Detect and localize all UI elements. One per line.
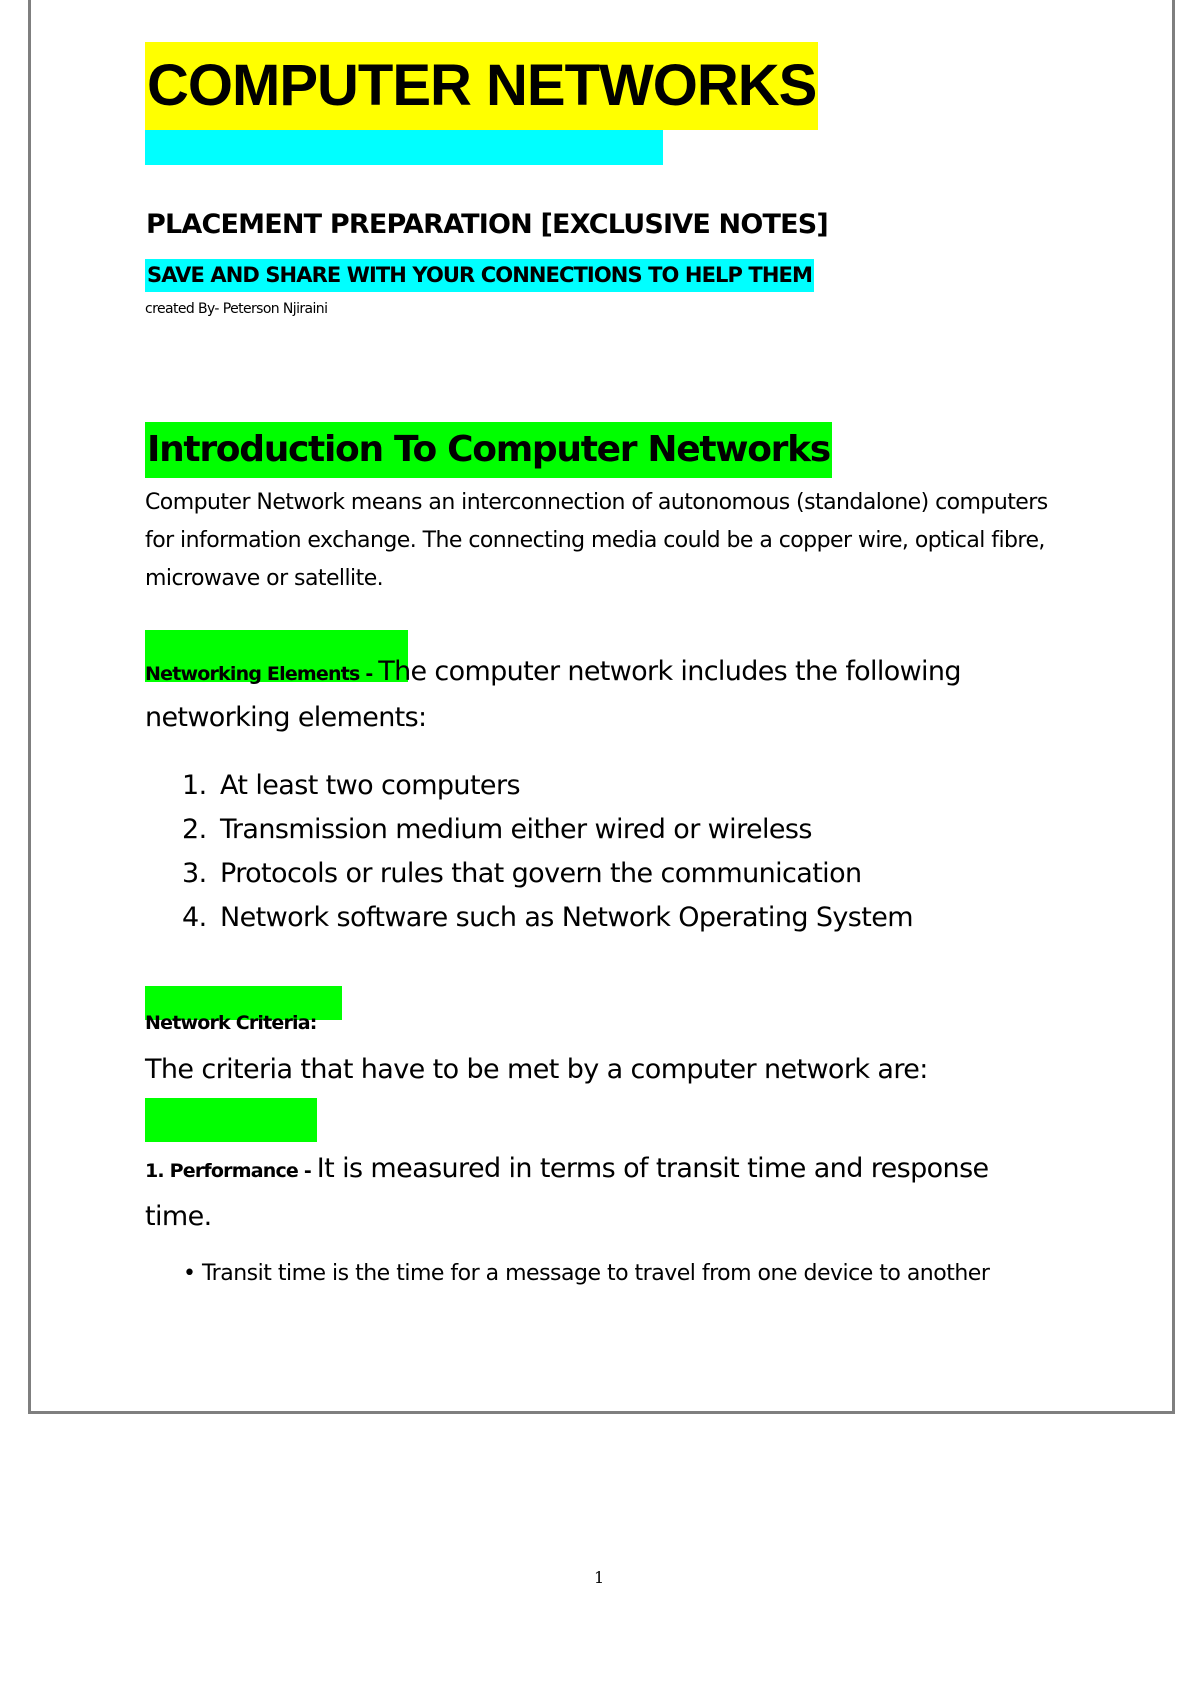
list-item-text: Protocols or rules that govern the communication (220, 858, 862, 889)
performance-paragraph (145, 1146, 1045, 1239)
share-banner: SAVE AND SHARE WITH YOUR CONNECTIONS TO HELP THEM (145, 259, 814, 292)
list-item-text: At least two computers (220, 770, 520, 801)
list-item (182, 764, 913, 808)
document-subtitle: PLACEMENT PREPARATION [EXCLUSIVE NOTES] (146, 209, 828, 240)
list-item-text: Transmission medium either wired or wireless (220, 814, 812, 845)
networking-elements-paragraph (145, 650, 1075, 740)
cyan-highlight-bar (145, 130, 663, 165)
list-number: 1. (182, 770, 207, 801)
intro-paragraph: Computer Network means an interconnection of autonomous (standalone) computers for information exchange. The connecting media could be a copper wire, optical fibre, microwave or satellite. (145, 490, 1048, 591)
performance-label: 1. Performance - (145, 1160, 317, 1182)
list-number: 4. (182, 902, 207, 933)
performance-highlight (145, 1098, 317, 1142)
networking-elements-text: The computer network includes the following networking elements: (145, 656, 961, 733)
network-criteria-text: The criteria that have to be met by a computer network are: (145, 1054, 928, 1085)
network-criteria-label: Network Criteria: (145, 1012, 317, 1034)
networking-elements-label: Networking Elements - (145, 663, 379, 685)
list-item-text: Network software such as Network Operating System (220, 902, 913, 933)
elements-list (182, 764, 913, 940)
transit-time-bullet: • Transit time is the time for a message to travel from one device to another (183, 1261, 990, 1286)
list-number: 2. (182, 814, 207, 845)
performance-text: It is measured in terms of transit time and response time. (145, 1153, 989, 1232)
intro-heading: Introduction To Computer Networks (145, 422, 832, 478)
list-item (182, 852, 913, 896)
list-item (182, 808, 913, 852)
document-title: COMPUTER NETWORKS (145, 42, 818, 130)
author-credit: created By- Peterson Njiraini (145, 301, 328, 317)
list-number: 3. (182, 858, 207, 889)
list-item (182, 896, 913, 940)
page-number: 1 (594, 1568, 605, 1587)
